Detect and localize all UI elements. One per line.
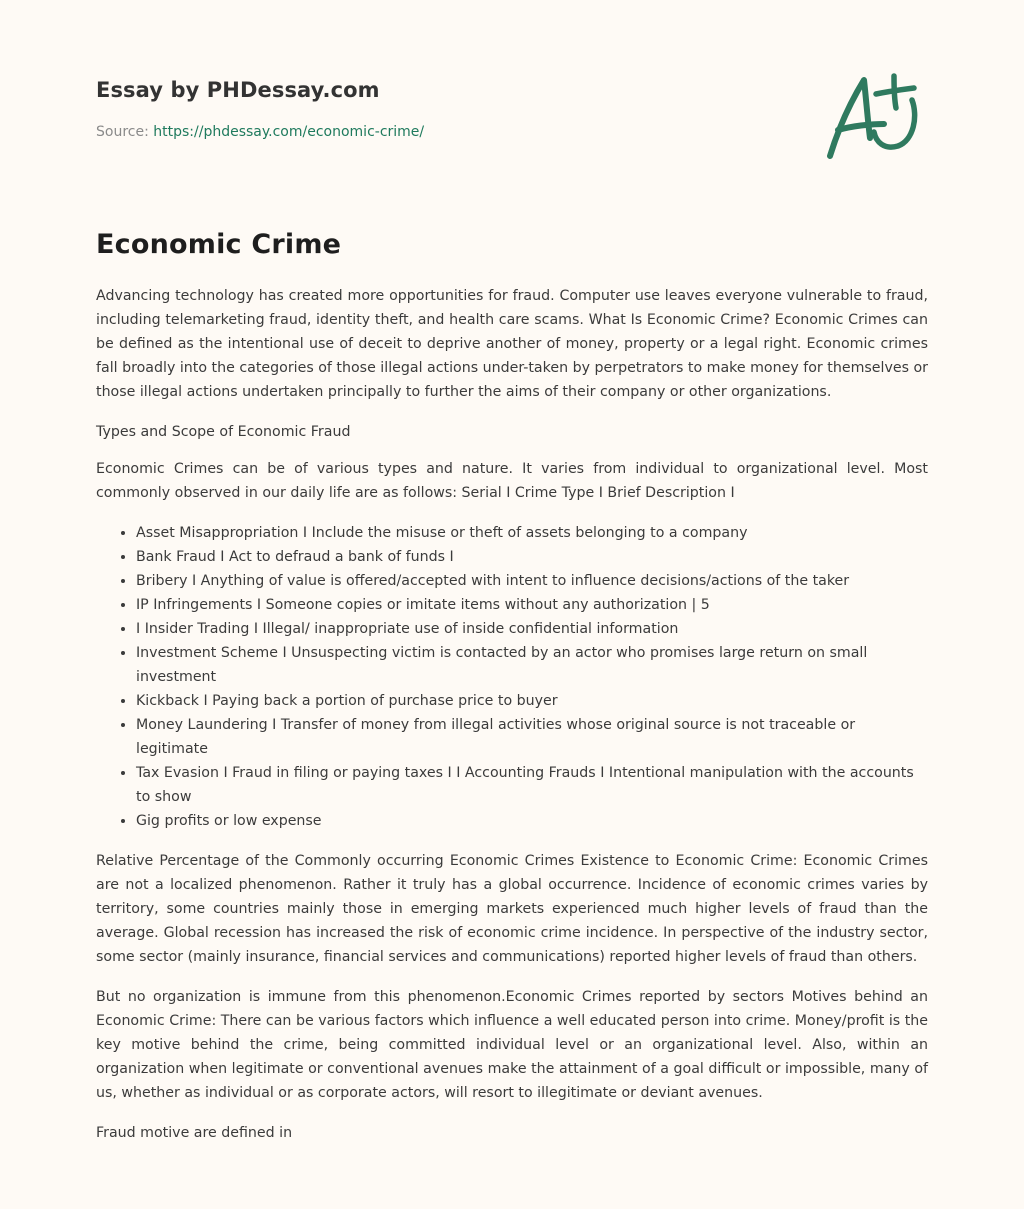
crime-types-list	[96, 521, 928, 833]
list-item: • Kickback I Paying back a portion of purchase price to buyer	[136, 689, 928, 713]
source-link[interactable]: https://phdessay.com/economic-crime/	[153, 124, 425, 140]
fraud-motive-paragraph: Fraud motive are defined in	[96, 1125, 293, 1141]
list-item: • Asset Misappropriation I Include the misuse or theft of assets belonging to a company	[136, 521, 928, 545]
list-item: • Bank Fraud I Act to defraud a bank of funds I	[136, 545, 928, 569]
types-intro-paragraph: Economic Crimes can be of various types and nature. It varies from individual to organizational level. Most commonly observed in our daily life are as follows: Serial I Crime Type I Brief Description I	[96, 461, 928, 501]
article-title: Economic Crime	[96, 229, 342, 260]
motives-paragraph: But no organization is immune from this phenomenon.Economic Crimes reported by sectors Motives behind an Economic Crime: There can be various factors which influence a well educated person into crime. Money/profit is the key motive behind the crime, being committed individual level or an organizational level. Also, within an organization when legitimate or conventional avenues make the attainment of a goal difficult or impossible, many of us, whether as individual or as corporate actors, will resort to illegitimate or deviant avenues.	[96, 989, 928, 1101]
section-subheading: Types and Scope of Economic Fraud	[96, 424, 351, 440]
page-header	[96, 76, 928, 142]
list-item: • Gig profits or low expense	[136, 809, 928, 833]
relative-percentage-paragraph: Relative Percentage of the Commonly occurring Economic Crimes Existence to Economic Crime: Economic Crimes are not a localized phenomenon. Rather it truly has a global occurrence. Incidence of economic crimes varies by territory, some countries mainly those in emerging markets experienced much higher levels of fraud than the average. Global recession has increased the risk of economic crime incidence. In perspective of the industry sector, some sector (mainly insurance, financial services and communications) reported higher levels of fraud than others.	[96, 853, 928, 965]
brand-title: Essay by PHDessay.com	[96, 78, 380, 102]
list-item: • Bribery I Anything of value is offered/accepted with intent to influence decisions/actions of the taker	[136, 569, 928, 593]
list-item: • Investment Scheme I Unsuspecting victim is contacted by an actor who promises large return on small investment	[136, 641, 928, 689]
intro-paragraph: Advancing technology has created more opportunities for fraud. Computer use leaves everyone vulnerable to fraud, including telemarketing fraud, identity theft, and health care scams. What Is Economic Crime? Economic Crimes can be defined as the intentional use of deceit to deprive another of money, property or a legal right. Economic crimes fall broadly into the categories of those illegal actions under-taken by perpetrators to make money for themselves or those illegal actions undertaken principally to further the aims of their company or other organizations.	[96, 288, 928, 400]
list-item: • Tax Evasion I Fraud in filing or paying taxes I I Accounting Frauds I Intentional manipulation with the accounts to show	[136, 761, 928, 809]
list-item: • Money Laundering I Transfer of money from illegal activities whose original source is not traceable or legitimate	[136, 713, 928, 761]
a-plus-grade-icon	[822, 68, 926, 164]
article	[96, 226, 928, 1161]
source-line	[96, 122, 928, 142]
list-item: • IP Infringements I Someone copies or imitate items without any authorization | 5	[136, 593, 928, 617]
list-item: • I Insider Trading I Illegal/ inappropriate use of inside confidential information	[136, 617, 928, 641]
source-label: Source:	[96, 124, 154, 140]
